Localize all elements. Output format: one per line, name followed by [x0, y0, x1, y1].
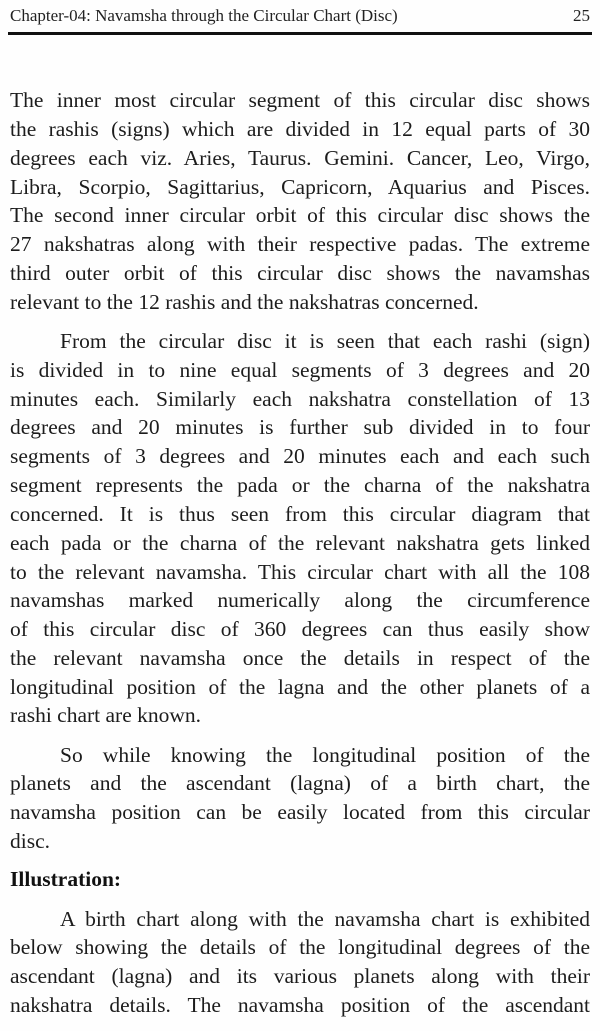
text-line: the relevant navamsha once the details in respect of the — [10, 646, 590, 670]
header-rule — [8, 32, 592, 35]
text-line: The second inner circular orbit of this circular disc shows the — [10, 203, 590, 227]
text-line: segments of 3 degrees and 20 minutes each and each such — [10, 444, 590, 468]
text-line: disc. — [10, 829, 51, 853]
text-line: concerned. It is thus seen from this circular diagram that — [10, 502, 590, 526]
text-line: segment represents the pada or the charna of the nakshatra — [10, 473, 590, 497]
text-line: 27 nakshatras along with their respective padas. The extreme — [10, 232, 590, 256]
text-line: longitudinal position of the lagna and the other planets of a — [10, 675, 590, 699]
text-line: is divided in to nine equal segments of 3 degrees and 20 — [10, 358, 590, 382]
text-line: From the circular disc it is seen that each rashi (sign) — [60, 329, 590, 353]
page-number: 25 — [573, 6, 590, 25]
text-line: degrees each viz. Aries, Taurus. Gemini. Cancer, Leo, Virgo, — [10, 146, 590, 170]
text-line: each pada or the charna of the relevant nakshatra gets linked — [10, 531, 590, 555]
text-line: So while knowing the longitudinal position of the — [60, 743, 590, 767]
text-line: A birth chart along with the navamsha chart is exhibited — [60, 907, 590, 931]
text-line: the rashis (signs) which are divided in 12 equal parts of 30 — [10, 117, 590, 141]
text-line: relevant to the 12 rashis and the nakshatras concerned. — [10, 290, 479, 314]
text-line: nakshatra details. The navamsha position of the ascendant — [10, 993, 590, 1017]
text-line: navamsha position can be easily located from this circular — [10, 800, 590, 824]
text-line: third outer orbit of this circular disc shows the navamshas — [10, 261, 590, 285]
text-line: degrees and 20 minutes is further sub divided in to four — [10, 415, 590, 439]
text-line: to the relevant navamsha. This circular chart with all the 108 — [10, 560, 590, 584]
text-line: navamshas marked numerically along the circumference — [10, 588, 590, 612]
running-head — [10, 6, 590, 32]
section-heading: Illustration: — [10, 867, 122, 891]
text-line: minutes each. Similarly each nakshatra constellation of 13 — [10, 387, 590, 411]
text-line: of this circular disc of 360 degrees can thus easily show — [10, 617, 590, 641]
text-line: Libra, Scorpio, Sagittarius, Capricorn, Aquarius and Pisces. — [10, 175, 590, 199]
text-line: ascendant (lagna) and its various planets along with their — [10, 964, 590, 988]
text-line: below showing the details of the longitudinal degrees of the — [10, 935, 590, 959]
text-line: The inner most circular segment of this circular disc shows — [10, 88, 590, 112]
chapter-title: Chapter-04: Navamsha through the Circular Chart (Disc) — [10, 6, 398, 25]
text-line: planets and the ascendant (lagna) of a birth chart, the — [10, 771, 590, 795]
text-line: rashi chart are known. — [10, 703, 202, 727]
